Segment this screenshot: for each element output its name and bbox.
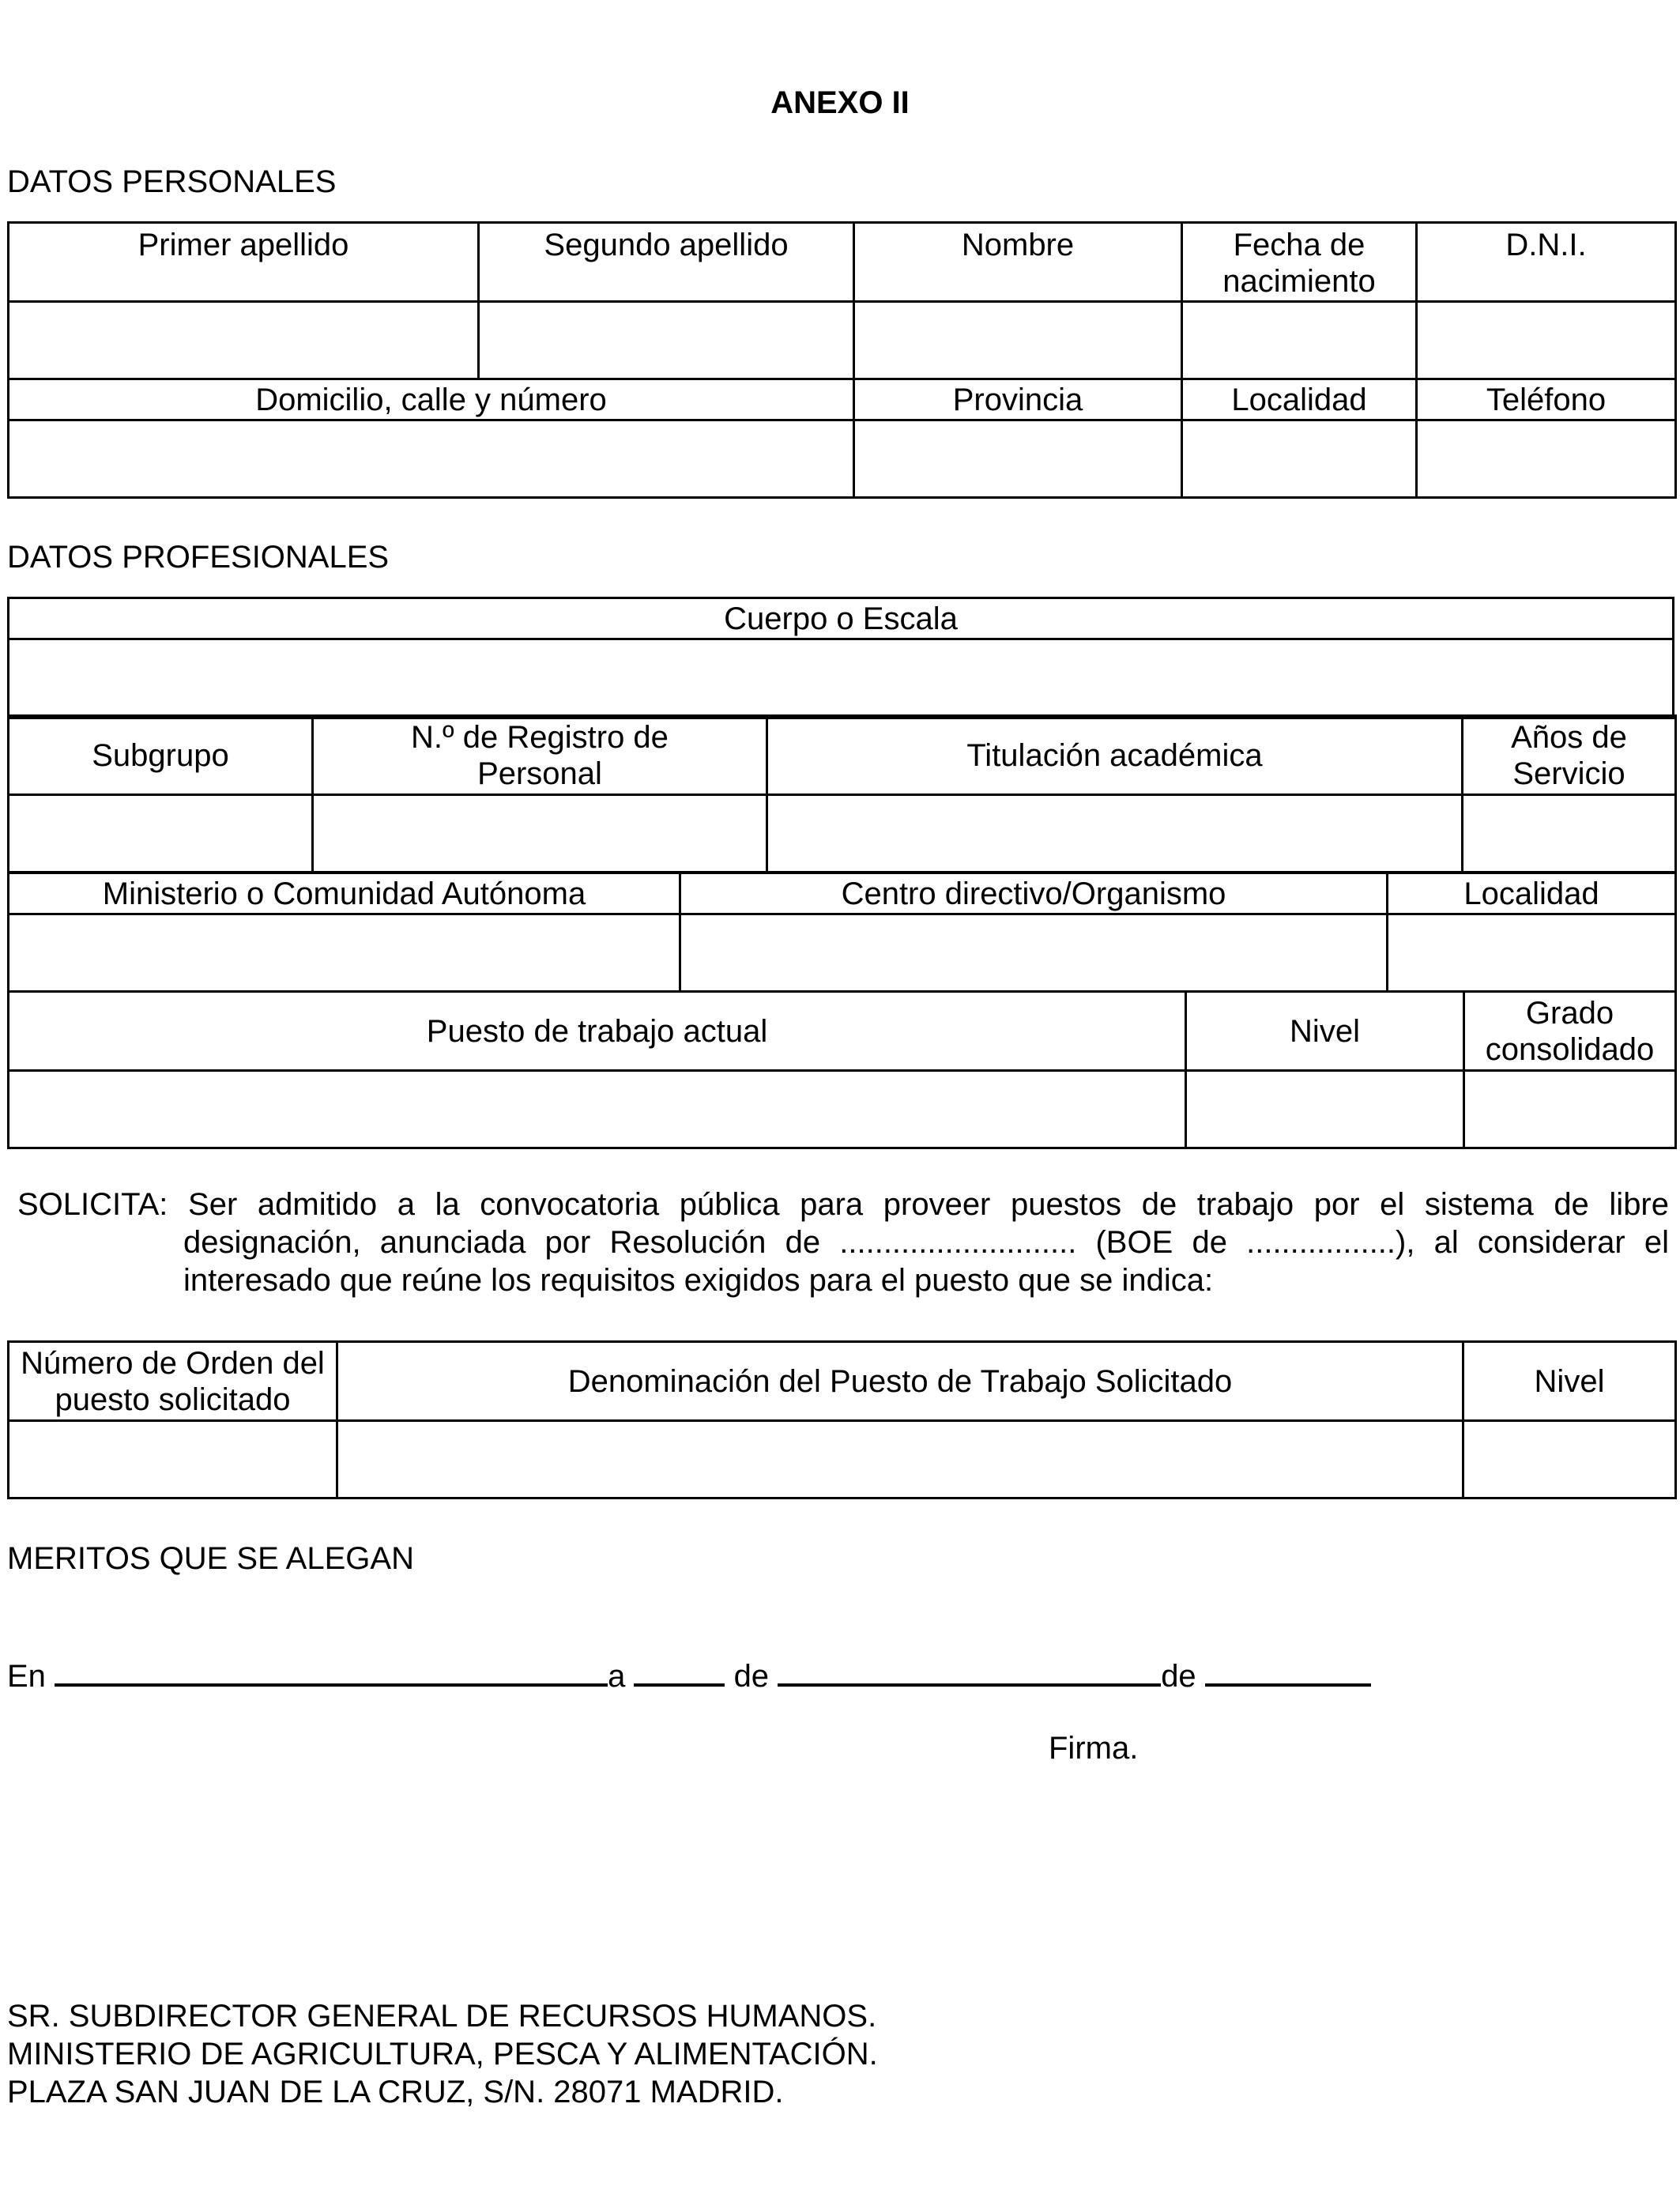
header-cuerpo-escala: Cuerpo o Escala — [9, 598, 1674, 639]
input-subgrupo[interactable] — [9, 795, 313, 873]
solicita-text-1: Ser admitido a la convocatoria pública para proveer puestos de trabajo por el sistema de libre — [188, 1187, 1670, 1222]
input-provincia[interactable] — [854, 420, 1182, 498]
professional-data-heading: DATOS PROFESIONALES — [7, 540, 390, 575]
personal-data-table — [7, 221, 1677, 499]
input-grado-consolidado[interactable] — [1464, 1071, 1676, 1148]
input-primer-apellido[interactable] — [9, 302, 479, 379]
input-puesto-actual[interactable] — [9, 1071, 1186, 1148]
header-registro-personal: N.º de Registro de Personal — [313, 716, 767, 795]
input-numero-orden[interactable] — [9, 1421, 337, 1498]
input-segundo-apellido[interactable] — [479, 302, 854, 379]
professional-table-puesto — [7, 990, 1677, 1149]
header-segundo-apellido: Segundo apellido — [479, 223, 854, 302]
solicita-line-2: designación, anunciada por Resolución de ........................... (BOE de .................), al considerar el — [183, 1225, 1669, 1260]
header-centro-directivo: Centro directivo/Organismo — [680, 873, 1388, 914]
year-blank[interactable] — [1205, 1653, 1371, 1687]
input-cuerpo-escala[interactable] — [9, 639, 1674, 718]
professional-table-cuerpo — [7, 597, 1674, 719]
date-de-label-1: de — [733, 1659, 770, 1694]
recipient-line-2: MINISTERIO DE AGRICULTURA, PESCA Y ALIMENTACIÓN. — [7, 2037, 878, 2071]
header-ministerio: Ministerio o Comunidad Autónoma — [9, 873, 680, 914]
header-grado-consolidado: Grado consolidado — [1464, 992, 1676, 1071]
header-primer-apellido: Primer apellido — [9, 223, 479, 302]
input-anos-servicio[interactable] — [1463, 795, 1676, 873]
solicita-label: SOLICITA: — [17, 1187, 168, 1222]
input-dni[interactable] — [1417, 302, 1676, 379]
date-a-label: a — [608, 1659, 626, 1694]
header-anos-servicio: Años de Servicio — [1463, 716, 1676, 795]
input-nivel[interactable] — [1186, 1071, 1464, 1148]
header-provincia: Provincia — [854, 379, 1182, 420]
personal-data-heading: DATOS PERSONALES — [7, 164, 337, 199]
header-subgrupo: Subgrupo — [9, 716, 313, 795]
header-numero-orden: Número de Orden del puesto solicitado — [9, 1342, 337, 1421]
header-localidad: Localidad — [1182, 379, 1417, 420]
solicita-line-1 — [17, 1186, 1669, 1223]
input-nivel-solicitado[interactable] — [1463, 1421, 1676, 1498]
page-title: ANEXO II — [770, 85, 910, 120]
day-blank[interactable] — [634, 1653, 725, 1687]
input-telefono[interactable] — [1417, 420, 1676, 498]
professional-table-ministerio — [7, 872, 1677, 993]
meritos-heading: MERITOS QUE SE ALEGAN — [7, 1541, 414, 1576]
solicita-line-3: interesado que reúne los requisitos exigidos para el puesto que se indica: — [183, 1263, 1214, 1298]
header-titulacion: Titulación académica — [767, 716, 1463, 795]
date-en-label: En — [7, 1659, 46, 1694]
input-domicilio[interactable] — [9, 420, 854, 498]
input-fecha-nacimiento[interactable] — [1182, 302, 1417, 379]
header-dni: D.N.I. — [1417, 223, 1676, 302]
header-nivel-solicitado: Nivel — [1463, 1342, 1676, 1421]
input-localidad[interactable] — [1182, 420, 1417, 498]
recipient-line-1: SR. SUBDIRECTOR GENERAL DE RECURSOS HUMANOS. — [7, 1999, 877, 2034]
date-de-label-2: de — [1161, 1659, 1196, 1694]
requested-position-table — [7, 1340, 1677, 1499]
header-nombre: Nombre — [854, 223, 1182, 302]
input-registro-personal[interactable] — [313, 795, 767, 873]
input-titulacion[interactable] — [767, 795, 1463, 873]
place-blank[interactable] — [55, 1653, 608, 1687]
input-nombre[interactable] — [854, 302, 1182, 379]
header-puesto-actual: Puesto de trabajo actual — [9, 992, 1186, 1071]
recipient-line-3: PLAZA SAN JUAN DE LA CRUZ, S/N. 28071 MADRID. — [7, 2075, 784, 2109]
header-telefono: Teléfono — [1417, 379, 1676, 420]
header-localidad-prof: Localidad — [1388, 873, 1676, 914]
input-localidad-prof[interactable] — [1388, 914, 1676, 992]
professional-table-subgrupo — [7, 714, 1677, 873]
month-blank[interactable] — [778, 1653, 1161, 1687]
date-line — [7, 1653, 1371, 1695]
header-fecha-nacimiento: Fecha de nacimiento — [1182, 223, 1417, 302]
signature-label: Firma. — [1049, 1731, 1139, 1766]
solicita-paragraph — [17, 1186, 1669, 1299]
header-denominacion-puesto: Denominación del Puesto de Trabajo Solicitado — [337, 1342, 1463, 1421]
header-nivel: Nivel — [1186, 992, 1464, 1071]
header-domicilio: Domicilio, calle y número — [9, 379, 854, 420]
input-ministerio[interactable] — [9, 914, 680, 992]
input-denominacion-puesto[interactable] — [337, 1421, 1463, 1498]
input-centro-directivo[interactable] — [680, 914, 1388, 992]
